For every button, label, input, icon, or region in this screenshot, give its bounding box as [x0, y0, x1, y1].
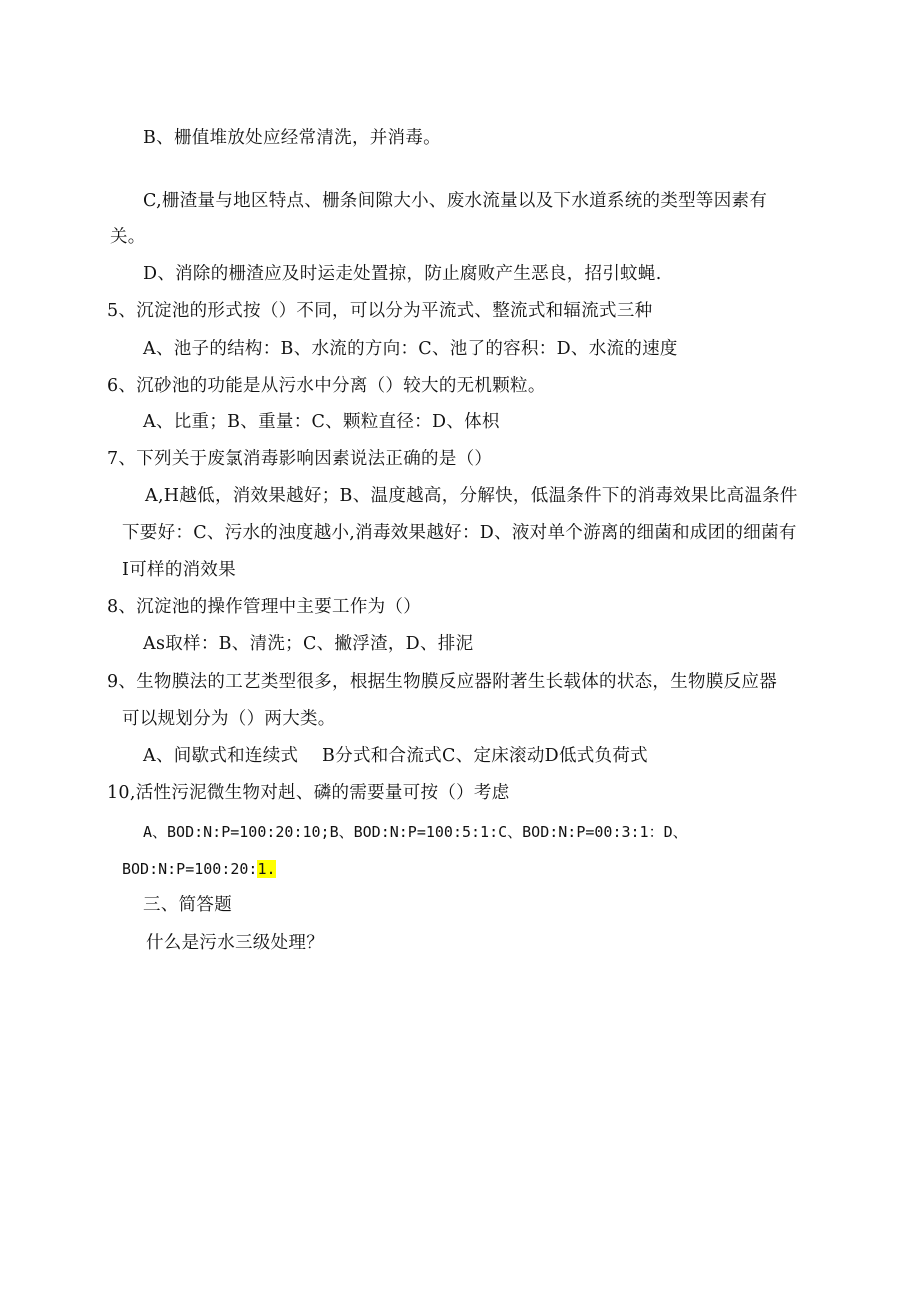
short-answer-question: 什么是污水三级处理？	[146, 933, 324, 953]
question-5: 5、沉淀池的形式按（）不同，可以分为平流式、整流式和辐流式三种	[107, 301, 653, 321]
option-c-screening-volume: C,栅渣量与地区特点、栅条间隙大小、废水流量以及下水道系统的类型等因素有	[143, 191, 768, 211]
question-8-options: As取样：B、清洗；C、撇浮渣，D、排泥	[143, 634, 474, 654]
option-d-screening-disposal: D、消除的栅渣应及时运走处置掠，防止腐败产生恶良，招引蚊蝇.	[143, 264, 662, 284]
section-heading-short-answer: 三、简答题	[143, 895, 232, 915]
question-8: 8、沉淀池的操作管理中主要工作为（）	[107, 597, 422, 617]
question-7-options-line-3: I可样的消效果	[122, 560, 237, 580]
question-9-continued: 可以规划分为（）两大类。	[122, 709, 336, 729]
highlighted-text: 1.	[257, 860, 276, 878]
option-c-continued: 关。	[110, 227, 146, 247]
question-9-options: A、间歇式和连续式 B分式和合流式C、定床滚动D低式负荷式	[143, 746, 648, 766]
option-d-ratio: BOD:N:P=100:20:	[122, 860, 258, 878]
question-7-options-line-2: 下要好：C、污水的浊度越小,消毒效果越好：D、液对单个游离的细菌和成团的细菌有	[122, 523, 797, 543]
option-b-screen-cleaning: B、栅值堆放处应经常清洗，并消毒。	[143, 128, 441, 148]
question-5-options: A、池子的结构：B、水流的方向：C、池了的容积：D、水流的速度	[143, 339, 678, 359]
question-10: 10,活性污泥微生物对赳、磷的需要量可按（）考虑	[107, 783, 510, 803]
question-7-options-line-1: A,H越低，消效果越好；B、温度越高，分解快，低温条件下的消毒效果比高温条件	[145, 486, 798, 506]
question-6: 6、沉砂池的功能是从污水中分离（）较大的无机颗粒。	[107, 376, 546, 396]
question-10-options-line-2	[122, 858, 276, 880]
question-10-options-line-1: A、BOD:N:P=100:20:10;B、BOD:N:P=100:5:1:C、BOD:N:P=00:3:1：D、	[143, 823, 688, 841]
question-9: 9、生物膜法的工艺类型很多，根据生物膜反应器附著生长载体的状态，生物膜反应器	[107, 672, 778, 692]
question-7: 7、下列关于废氯消毒影响因素说法正确的是（）	[107, 449, 493, 469]
question-6-options: A、比重；B、重量：C、颗粒直径：D、体枳	[143, 412, 500, 432]
